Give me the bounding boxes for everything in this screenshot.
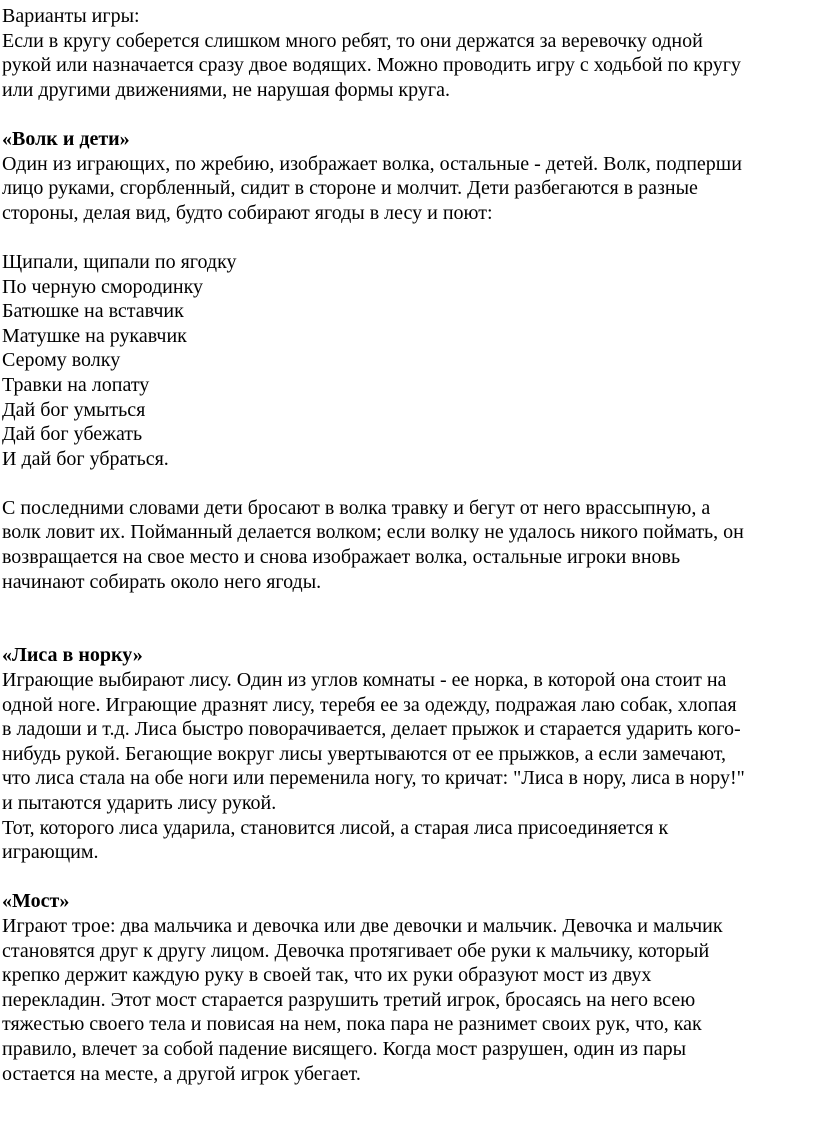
intro-line: Если в кругу соберется слишком много ребят, то они держатся за веревочку одной [2,29,703,52]
wolf-line: лицо руками, сгорбленный, сидит в стороне и молчит. Дети разбегаются в разные [2,177,698,200]
fox-line: нибудь рукой. Бегающие вокруг лисы увертываются от ее прыжков, а если замечают, [2,742,727,765]
song-line: Травки на лопату [2,373,150,396]
fox-line: что лиса стала на обе ноги или переменила ногу, то кричат: "Лиса в нору, лиса в нору!" [2,767,745,790]
bridge-line: перекладин. Этот мост старается разрушить третий игрок, бросаясь на него всею [2,988,696,1011]
song-line: Щипали, щипали по ягодку [2,250,237,273]
intro-title: Варианты игры: [2,5,140,27]
intro-line: или другими движениями, не нарушая формы круга. [2,78,450,101]
song-line: И дай бог убраться. [2,447,169,470]
blank-line [2,865,806,890]
blank-line [2,471,806,496]
wolf-ending-line: С последними словами дети бросают в волка травку и бегут от него врассыпную, а [2,496,711,519]
blank-line [2,619,806,644]
fox-line: одной ноге. Играющие дразнят лису, теребя ее за одежду, подражая лаю собак, хлопая [2,693,737,716]
bridge-line: Играют трое: два мальчика и девочка или две девочки и мальчик. Девочка и мальчик [2,914,723,937]
blank-line [2,225,806,250]
bridge-line: правило, влечет за собой падение висящего. Когда мост разрушен, один из пары [2,1037,687,1060]
fox-line: Тот, которого лиса ударила, становится лисой, а старая лиса присоединяется к [2,816,669,839]
song-line: Батюшке на вставчик [2,300,184,323]
intro-line: рукой или назначается сразу двое водящих. Можно проводить игру с ходьбой по кругу [2,54,741,77]
wolf-ending-line: возвращается на свое место и снова изображает волка, остальные игроки вновь [2,546,681,569]
bridge-line: крепко держит каждую руку в своей так, что их руки образуют мост из двух [2,964,652,987]
wolf-line: стороны, делая вид, будто собирают ягоды в лесу и поют: [2,201,493,224]
fox-line: Играющие выбирают лису. Один из углов комнаты - ее норка, в которой она стоит на [2,669,727,692]
wolf-heading: «Волк и дети» [2,127,130,150]
bridge-line: становятся друг к другу лицом. Девочка протягивает обе руки к мальчику, который [2,939,710,962]
song-line: Дай бог умыться [2,398,146,421]
song-line: Матушке на рукавчик [2,324,187,347]
bridge-heading: «Мост» [2,890,70,913]
blank-line [2,102,806,127]
fox-line: и пытаются ударить лису рукой. [2,792,277,814]
fox-heading: «Лиса в норку» [2,644,143,667]
song-line: Серому волку [2,349,121,372]
fox-line: в ладоши и т.д. Лиса быстро поворачивается, делает прыжок и старается ударить кого- [2,718,741,741]
bridge-line: остается на месте, а другой игрок убегает. [2,1062,361,1085]
wolf-ending-line: начинают собирать около него ягоды. [2,570,322,593]
wolf-ending-line: волк ловит их. Пойманный делается волком; если волку не удалось никого поймать, он [2,521,744,544]
song-line: По черную смородинку [2,275,203,298]
fox-line: играющим. [2,841,99,864]
song-line: Дай бог убежать [2,423,143,446]
blank-line [2,594,806,619]
bridge-line: тяжестью своего тела и повисая на нем, пока пара не разнимет своих рук, что, как [2,1013,702,1036]
wolf-line: Один из играющих, по жребию, изображает волка, остальные - детей. Волк, подперши [2,152,742,175]
